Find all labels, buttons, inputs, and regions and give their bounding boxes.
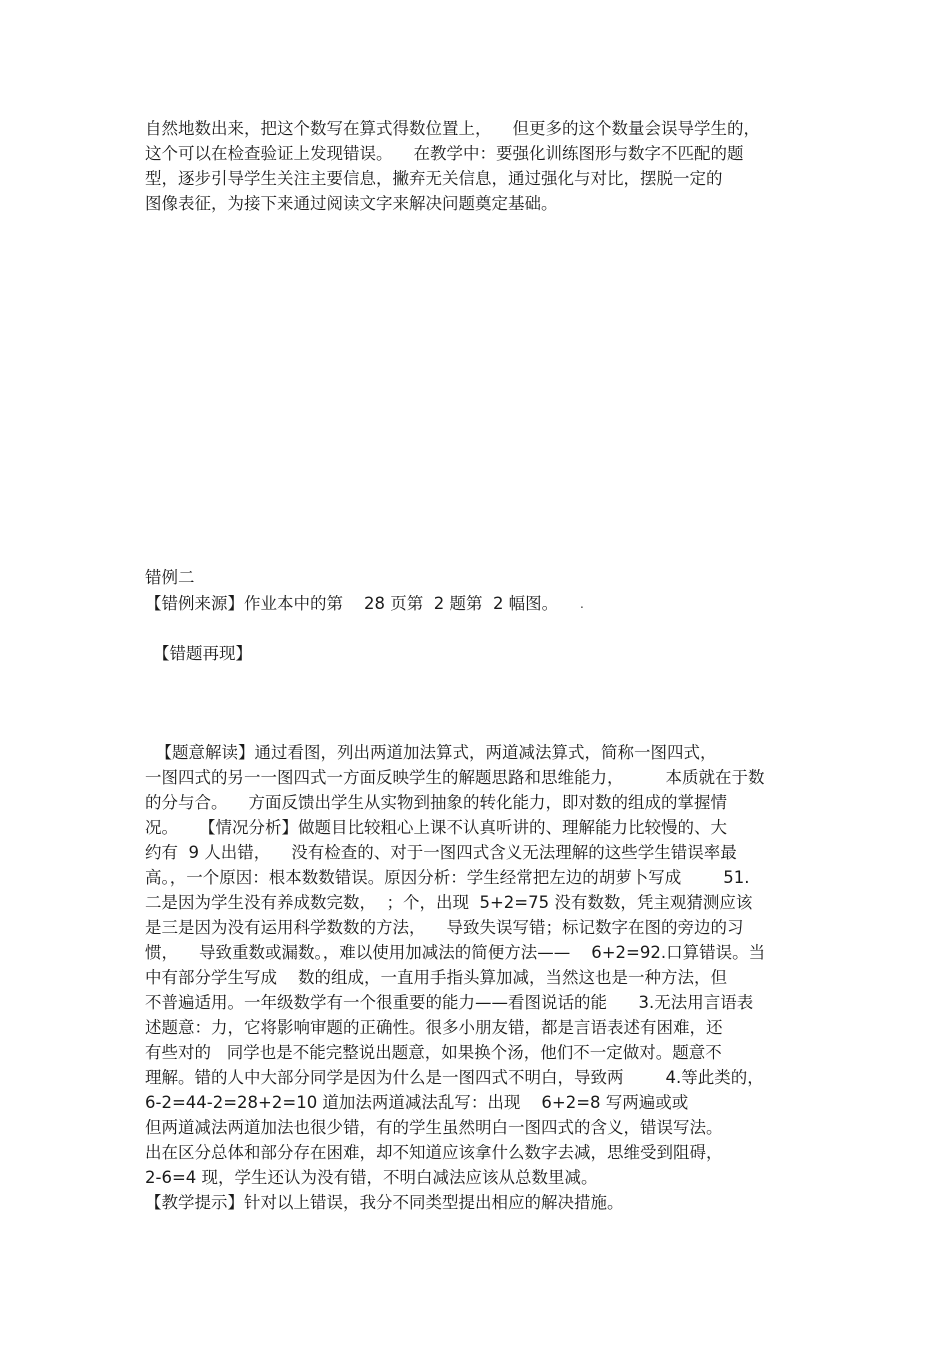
paragraph-1-line: 型，逐步引导学生关注主要信息，撇弃无关信息，通过强化与对比，摆脱一定的 <box>145 169 723 188</box>
paragraph-2-line: 理解。错的人中大部分同学是因为什么是一图四式不明白，导致两 4.等此类的， <box>145 1068 764 1087</box>
teaching-tip: 【教学提示】针对以上错误，我分不同类型提出相应的解决措施。 <box>145 1193 624 1212</box>
paragraph-2-line: 2-6=4 现，学生还认为没有错，不明白减法应该从总数里减。 <box>145 1168 598 1187</box>
paragraph-2-line: 述题意：力，它将影响审题的正确性。很多小朋友错，都是言语表述有困难，还 <box>145 1018 723 1037</box>
paragraph-2-line: 出在区分总体和部分存在困难，却不知道应该拿什么数字去减，思维受到阻碍， <box>145 1143 723 1162</box>
paragraph-2-line: 有些对的 同学也是不能完整说出题意，如果换个汤，他们不一定做对。题意不 <box>145 1043 722 1062</box>
paragraph-1-line: 自然地数出来，把这个数写在算式得数位置上， 但更多的这个数量会误导学生的， <box>145 119 760 138</box>
example-source: 【错例来源】作业本中的第 28 页第 2 题第 2 幅图。 <box>145 594 559 613</box>
paragraph-2-line: 惯， 导致重数或漏数。，难以使用加减法的简便方法—— 6+2=92.口算错误。当 <box>145 943 766 962</box>
paragraph-2-line: 但两道减法两道加法也很少错，有的学生虽然明白一图四式的含义，错误写法。 <box>145 1118 723 1137</box>
problem-heading: 【错题再现】 <box>153 644 252 663</box>
paragraph-2-line: 中有部分学生写成 数的组成，一直用手指头算加减，当然这也是一种方法，但 <box>145 968 727 987</box>
paragraph-2-line: 的分与合。 方面反馈出学生从实物到抽象的转化能力，即对数的组成的掌握情 <box>145 793 727 812</box>
stray-dot: . <box>580 597 584 611</box>
example-title: 错例二 <box>145 568 195 587</box>
paragraph-2-line: 不普遍适用。一年级数学有一个很重要的能力——看图说话的能 3.无法用言语表 <box>145 993 754 1012</box>
paragraph-2-line: 【题意解读】通过看图，列出两道加法算式，两道减法算式，简称一图四式， <box>145 743 717 762</box>
paragraph-2-line: 6-2=44-2=28+2=10 道加法两道减法乱写：出现 6+2=8 写两遍或或 <box>145 1093 689 1112</box>
paragraph-2-line: 是三是因为没有运用科学数数的方法， 导致失误写错；标记数字在图的旁边的习 <box>145 918 744 937</box>
paragraph-2-line: 况。 【情况分析】做题目比较粗心上课不认真听讲的、理解能力比较慢的、大 <box>145 818 727 837</box>
paragraph-2-line: 一图四式的另一一图四式一方面反映学生的解题思路和思维能力， 本质就在于数 <box>145 768 765 787</box>
paragraph-1-line: 这个可以在检查验证上发现错误。 在教学中：要强化训练图形与数字不匹配的题 <box>145 144 744 163</box>
paragraph-2-line: 高。，一个原因：根本数数错误。原因分析：学生经常把左边的胡萝卜写成 51. <box>145 868 750 887</box>
paragraph-1-line: 图像表征，为接下来通过阅读文字来解决问题奠定基础。 <box>145 194 558 213</box>
paragraph-2-line: 约有 9 人出错， 没有检查的、对于一图四式含义无法理解的这些学生错误率最 <box>145 843 737 862</box>
paragraph-2-line: 二是因为学生没有养成数完数， ；个，出现 5+2=75 没有数数，凭主观猜测应该 <box>145 893 753 912</box>
